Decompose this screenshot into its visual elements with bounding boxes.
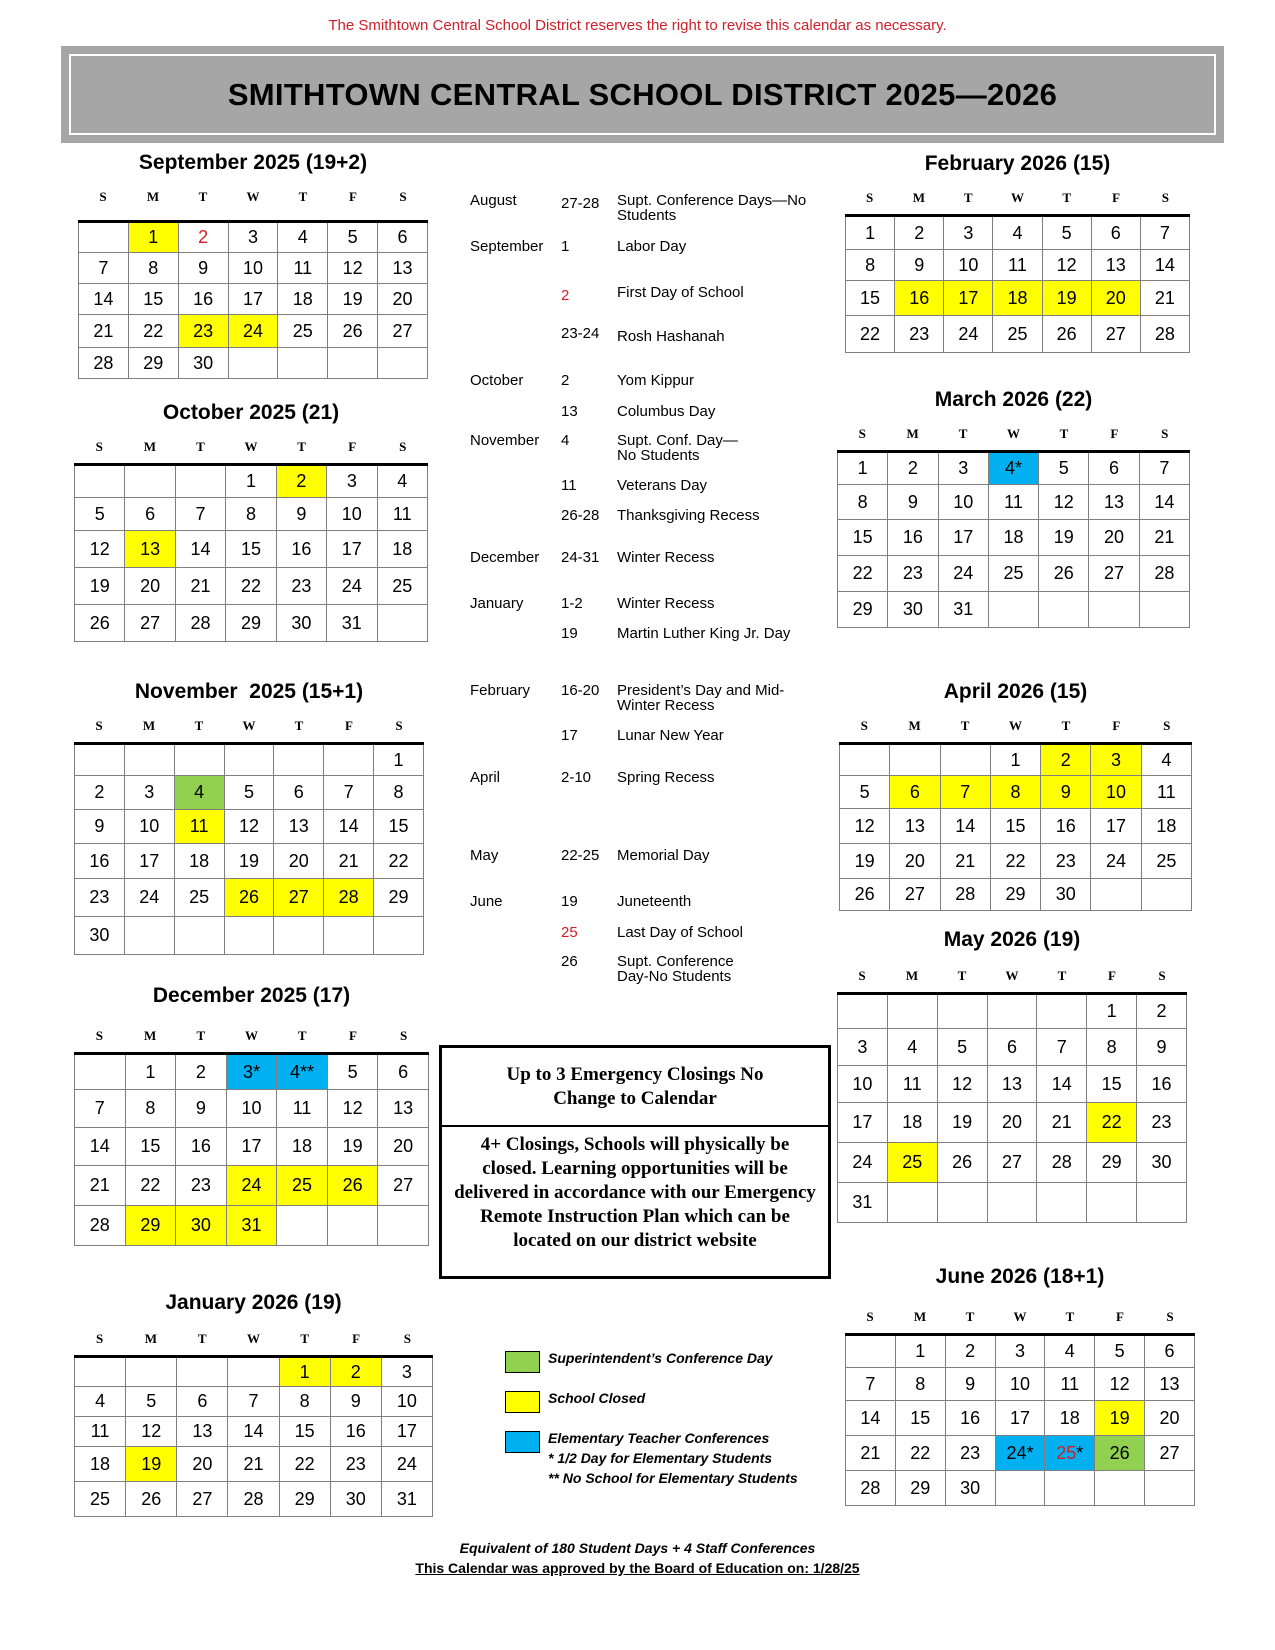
day-headers: S M T W T F S <box>99 189 407 204</box>
emergency-closings-box <box>439 1045 831 1279</box>
month-june <box>845 1265 1195 1506</box>
legend-swatch-green <box>505 1351 540 1373</box>
month-september <box>78 151 428 379</box>
page-title: SMITHTOWN CENTRAL SCHOOL DISTRICT 2025—2026 <box>227 76 1058 112</box>
month-grid: 1 2 3 4 5 6 7 8 9 10 11 12 13 14 15 16 17 18 19 20 21 22 23 24 25 26 27 28 29 30 31 <box>837 992 1187 1223</box>
month-grid: 1 2 3* 4** 5 6 7 8 9 10 11 12 13 14 15 16 17 18 19 20 21 22 23 24 25 26 27 28 29 30 31 <box>74 1052 429 1246</box>
month-grid: 1 2 3 4 5 6 7 8 9 10 11 12 13 14 15 16 17 18 19 20 21 22 23 24 25 26 27 28 29 30 <box>78 220 428 379</box>
month-january <box>74 1291 433 1517</box>
day-headers: S M T W T F S <box>866 1309 1174 1324</box>
month-title: December 2025 (17) <box>152 984 351 1007</box>
month-december <box>74 984 429 1246</box>
month-title: May 2026 (19) <box>943 928 1081 951</box>
month-february <box>845 152 1190 353</box>
month-title: September 2025 (19+2) <box>138 151 368 174</box>
month-grid: 1 2 3 4 5 6 7 8 9 10 11 12 13 14 15 16 17 18 19 20 21 22 23 24 25 26 27 28 29 30 <box>839 742 1192 911</box>
month-grid: 1 2 3 4* 5 6 7 8 9 10 11 12 13 14 15 16 17 18 19 20 21 22 23 24 25 26 27 28 29 30 31 <box>837 450 1190 628</box>
month-title: March 2026 (22) <box>934 388 1093 411</box>
day-headers: S M T W T F S <box>95 439 407 454</box>
month-title: June 2026 (18+1) <box>935 1265 1105 1288</box>
day-headers: S M T W T F S <box>858 426 1169 441</box>
legend-swatch-blue <box>505 1431 540 1453</box>
month-grid: 1 2 3 4 5 6 7 8 9 10 11 12 13 14 15 16 17 18 19 20 21 22 23 24 25 26 27 28 29 30 31 <box>74 1355 433 1517</box>
month-grid: 1 2 3 4 5 6 7 8 9 10 11 12 13 14 15 16 17 18 19 20 21 22 23 24 25 26 27 28 <box>845 214 1190 353</box>
closings-remote-plan: 4+ Closings, Schools will physically be closed. Learning opportunities will be delivered in accordance with our Emergency Remote Instruction Plan which can be located on our district website <box>454 1134 816 1251</box>
month-april <box>839 680 1192 911</box>
day-headers: S M T W T F S <box>96 1331 411 1346</box>
title-banner <box>61 46 1224 143</box>
month-october <box>74 401 428 642</box>
month-november <box>74 680 424 955</box>
month-may <box>837 928 1187 1223</box>
footer-equivalent-days: Equivalent of 180 Student Days + 4 Staff Conferences <box>459 1540 816 1556</box>
month-march <box>837 388 1190 628</box>
day-headers: S M T W T F S <box>866 190 1169 205</box>
closings-no-change: Up to 3 Emergency Closings No Change to Calendar <box>442 1048 828 1127</box>
day-headers: S M T W T F S <box>860 718 1171 733</box>
month-title: April 2026 (15) <box>943 680 1088 703</box>
month-title: November 2025 (15+1) <box>134 680 364 703</box>
day-headers: S M T W T F S <box>858 968 1166 983</box>
month-title: January 2026 (19) <box>165 1291 342 1314</box>
legend-swatch-yellow <box>505 1391 540 1413</box>
month-grid: 1 2 3 4 5 6 7 8 9 10 11 12 13 14 15 16 17 18 19 20 21 22 23 24 25 26 27 28 29 30 31 <box>74 463 428 642</box>
footer-approval: This Calendar was approved by the Board of Education on: 1/28/25 <box>415 1560 860 1576</box>
day-headers: S M T W T F S <box>95 1028 408 1043</box>
month-title: October 2025 (21) <box>162 401 340 424</box>
day-headers: S M T W T F S <box>95 718 403 733</box>
revision-notice: The Smithtown Central School District reserves the right to revise this calendar as necessary. <box>328 17 947 34</box>
month-grid: 1 2 3 4 5 6 7 8 9 10 11 12 13 14 15 16 17 18 19 20 21 22 23 24 25 26 27 28 29 30 <box>74 742 424 955</box>
month-grid: 1 2 3 4 5 6 7 8 9 10 11 12 13 14 15 16 17 18 19 20 21 22 23 24* 25* 26 27 28 29 30 <box>845 1333 1195 1506</box>
month-title: February 2026 (15) <box>924 152 1111 175</box>
